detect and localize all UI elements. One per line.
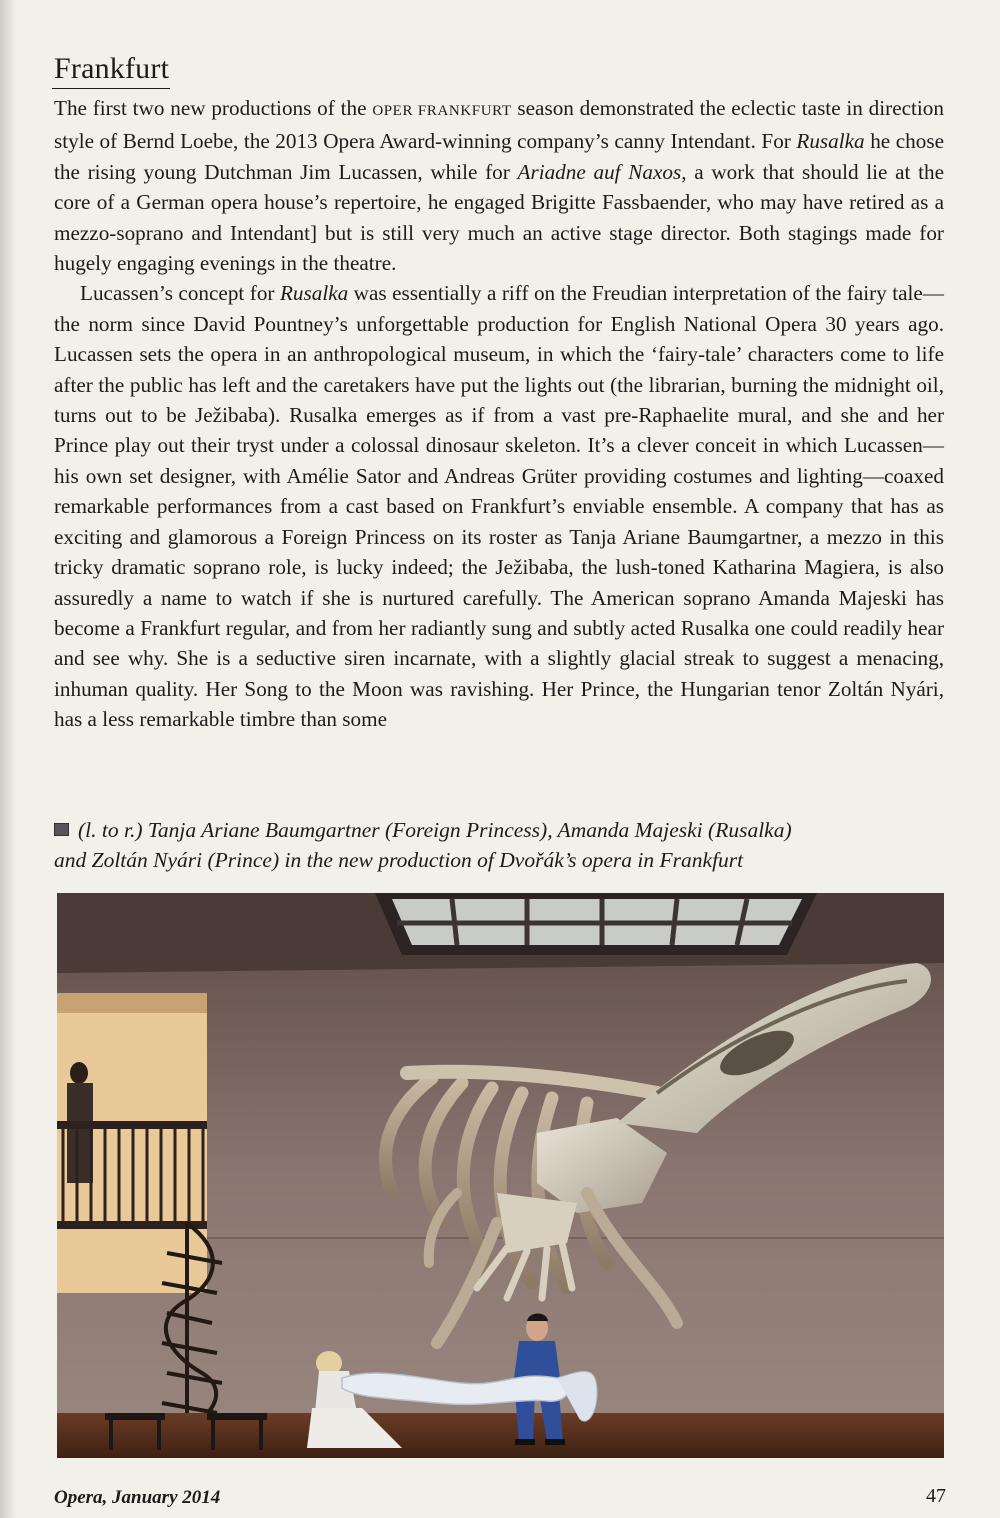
page-number: 47 — [926, 1485, 946, 1507]
article-paragraph-2: Lucassen’s concept for Rusalka was essentially a riff on the Freudian interpretation of the fairy tale—the norm since David Pountney’s unforgettable production for English National Opera 30 years ago. Lucassen sets the opera in an anthropological museum, in which the ‘fairy-tale’ characters come to life after the public has left and the caretakers have put the lights out (the librarian, burning the midnight oil, turns out to be Ježibaba). Rusalka emerges as if from a vast pre-Raphaelite mural, and she and her Prince play out their tryst under a colossal dinosaur skeleton. It’s a clever conceit in which Lucassen—his own set designer, with Amélie Sator and Andreas Grüter providing costumes and lighting—coaxed remarkable performances from a cast based on Frankfurt’s enviable ensemble. A company that has as exciting and glamorous a Foreign Princess on its roster as Tanja Ariane Baumgartner, a mezzo in this tricky dramatic soprano role, is lucky indeed; the Ježibaba, the lush-toned Katharina Magiera, is also assuredly a name to watch if she is nurtured carefully. The American soprano Amanda Majeski has become a Frankfurt regular, and from her radiantly sung and subtly acted Rusalka one could readily hear and see why. She is a seductive siren incarnate, with a slightly glacial streak to suggest a menacing, inhuman quality. Her Song to the Moon was ravishing. Her Prince, the Hungarian tenor Zoltán Nyári, has a less remarkable timbre than some — [54, 281, 944, 732]
footer-publication: Opera, January 2014 — [54, 1487, 221, 1508]
square-bullet-icon — [54, 823, 69, 836]
article-paragraph-1: The first two new productions of the OPER FRANKFURT season demonstrated the eclectic taste in direction style of Bernd Loebe, the 2013 Opera Award-winning company’s canny Intendant. For Rusalka he chose the rising young Dutchman Jim Lucassen, while for Ariadne auf Naxos, a work that should lie at the core of a German opera house’s repertoire, he engaged Brigitte Fassbaender, who may have retired as a mezzo-soprano and Intendant] but is still very much an active stage director. Both stagings made for hugely engaging evenings in the theatre. — [54, 96, 945, 276]
article-body — [54, 93, 944, 735]
caption-line-1: (l. to r.) Tanja Ariane Baumgartner (Foreign Princess), Amanda Majeski (Rusalka) — [78, 818, 792, 842]
page-edge-shadow — [0, 0, 16, 1518]
section-title: Frankfurt — [54, 52, 170, 85]
opera-title-rusalka: Rusalka — [796, 129, 865, 154]
company-name-smallcaps: OPER FRANKFURT — [372, 103, 512, 119]
opera-title-rusalka: Rusalka — [279, 281, 349, 306]
production-photo — [57, 893, 944, 1458]
photo-caption — [54, 815, 954, 875]
opera-title-ariadne: Ariadne auf Naxos — [517, 159, 682, 184]
caption-line-2: and Zoltán Nyári (Prince) in the new production of Dvořák’s opera in Frankfurt — [54, 848, 744, 872]
stage-scene-illustration — [57, 893, 944, 1458]
title-underline — [52, 88, 170, 89]
